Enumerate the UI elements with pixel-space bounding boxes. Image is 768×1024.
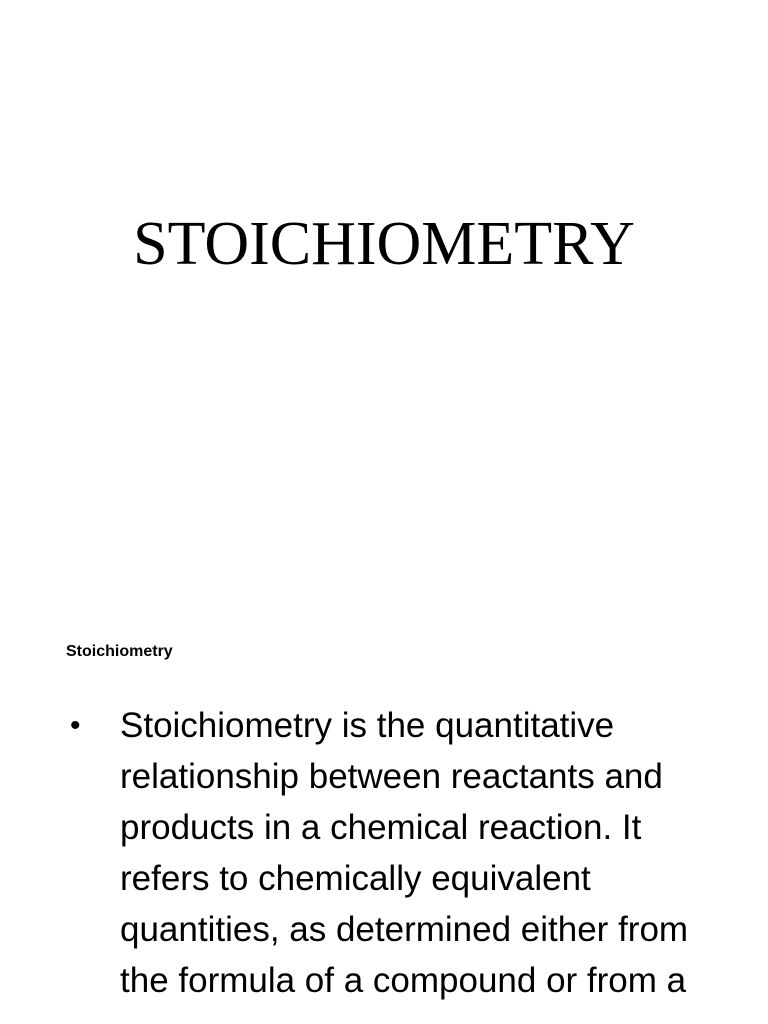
bullet-item	[66, 700, 768, 1006]
bullet-marker: •	[70, 709, 81, 742]
bullet-text: Stoichiometry is the quantitative relationship between reactants and products in a chemical reaction. It refers to chemically equivalent quantities, as determined either from the formula of a compound or from a	[120, 706, 689, 1000]
slide-title: STOICHIOMETRY	[133, 210, 635, 278]
section-heading: Stoichiometry	[66, 643, 173, 660]
bullet-list	[66, 700, 768, 1006]
